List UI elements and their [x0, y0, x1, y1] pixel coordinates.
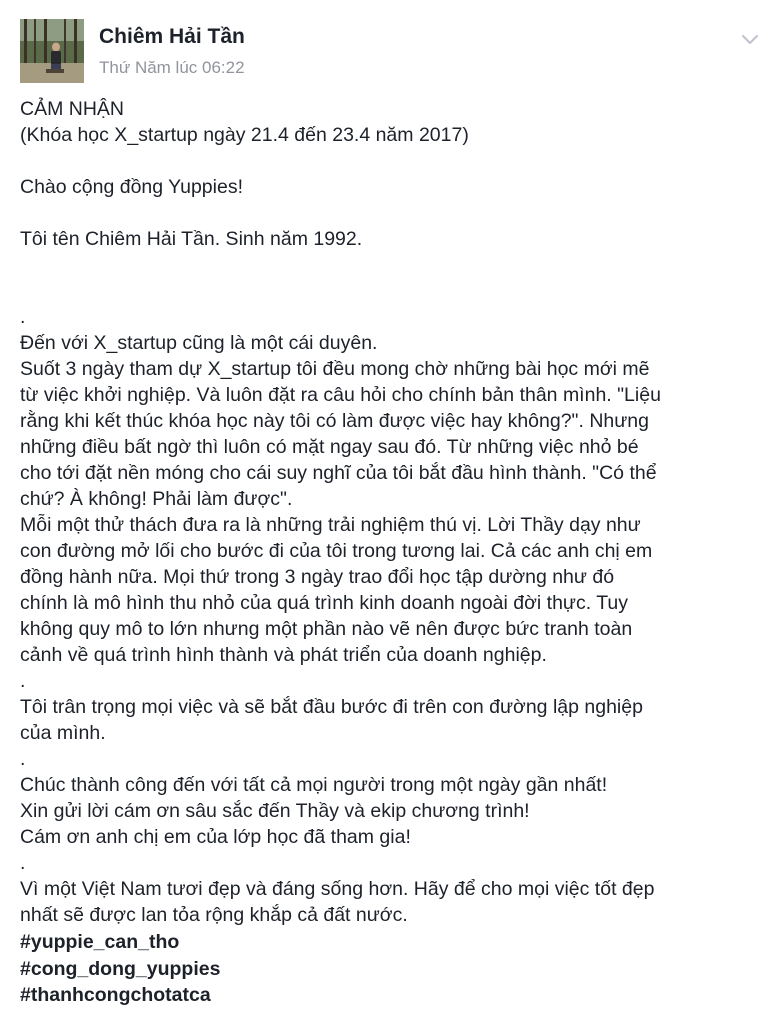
post-text-line: CẢM NHẬN	[20, 98, 125, 120]
post-text-line: đồng hành nữa. Mọi thứ trong 3 ngày trao đổi học tập dường như đó	[20, 566, 615, 588]
post-header	[20, 19, 760, 87]
post-text-line: (Khóa học X_startup ngày 21.4 đến 23.4 năm 2017)	[20, 124, 469, 146]
post-text-line	[20, 200, 765, 226]
post-text-line: chứ? À không! Phải làm được".	[20, 488, 293, 510]
post-text-line	[20, 148, 765, 174]
post-text-line: Tôi tên Chiêm Hải Tần. Sinh năm 1992.	[20, 228, 363, 250]
post-text-line: cho tới đặt nền móng cho cái suy nghĩ của tôi bắt đầu hình thành. "Có thể	[20, 462, 657, 484]
post-text-line: không quy mô to lớn nhưng một phần nào vẽ nên được bức tranh toàn	[20, 618, 633, 640]
post-text-line: những điều bất ngờ thì luôn có mặt ngay sau đó. Từ những việc nhỏ bé	[20, 436, 639, 458]
post-text-line: Đến với X_startup cũng là một cái duyên.	[20, 332, 378, 354]
post-text-line: .	[20, 748, 26, 770]
post-text-line: Suốt 3 ngày tham dự X_startup tôi đều mong chờ những bài học mới mẽ	[20, 358, 650, 380]
post-timestamp[interactable]: Thứ Năm lúc 06:22	[99, 58, 245, 77]
post-text-line: cảnh về quá trình hình thành và phát triển của doanh nghiệp.	[20, 644, 547, 666]
post-text-line: Chào cộng đồng Yuppies!	[20, 176, 243, 198]
post-text-line: con đường mở lối cho bước đi của tôi trong tương lai. Cả các anh chị em	[20, 540, 653, 562]
post-text-line: .	[20, 852, 26, 874]
post-text-line: Tôi trân trọng mọi việc và sẽ bắt đầu bước đi trên con đường lập nghiệp	[20, 696, 643, 718]
post-text-line	[20, 278, 765, 304]
avatar[interactable]	[20, 19, 84, 83]
post-text-line: .	[20, 670, 26, 692]
post-text-line	[20, 252, 765, 278]
post-text-line: từ việc khởi nghiệp. Và luôn đặt ra câu hỏi cho chính bản thân mình. "Liệu	[20, 384, 661, 406]
post-text-line: Cám ơn anh chị em của lớp học đã tham gia!	[20, 826, 411, 848]
hashtag-link[interactable]: #cong_dong_yuppies	[20, 957, 221, 980]
post-text-line: Xin gửi lời cám ơn sâu sắc đến Thầy và ekip chương trình!	[20, 800, 530, 822]
post-text	[20, 96, 765, 954]
post-text-line: rằng khi kết thúc khóa học này tôi có làm được việc hay không?". Nhưng	[20, 410, 649, 432]
post-text-line: chính là mô hình thu nhỏ của quá trình kinh doanh ngoài đời thực. Tuy	[20, 592, 628, 614]
hashtag-link[interactable]: #yuppie_can_tho	[20, 931, 180, 953]
post-text-line: Mỗi một thử thách đưa ra là những trải nghiệm thú vị. Lời Thầy dạy như	[20, 514, 641, 536]
author-name[interactable]: Chiêm Hải Tần	[99, 25, 245, 48]
hashtag-link[interactable]: #thanhcongchotatca	[20, 984, 211, 1006]
post-text-line: của mình.	[20, 722, 106, 744]
post-text-line: nhất sẽ được lan tỏa rộng khắp cả đất nước.	[20, 904, 408, 926]
post-text-line: Vì một Việt Nam tươi đẹp và đáng sống hơn. Hãy để cho mọi việc tốt đẹp	[20, 878, 655, 900]
chevron-down-icon[interactable]	[740, 29, 760, 49]
post-text-line: .	[20, 306, 26, 328]
post-text-line: Chúc thành công đến với tất cả mọi người trong một ngày gần nhất!	[20, 774, 608, 796]
avatar-photo	[20, 19, 84, 83]
post-hashtags	[20, 929, 220, 1009]
